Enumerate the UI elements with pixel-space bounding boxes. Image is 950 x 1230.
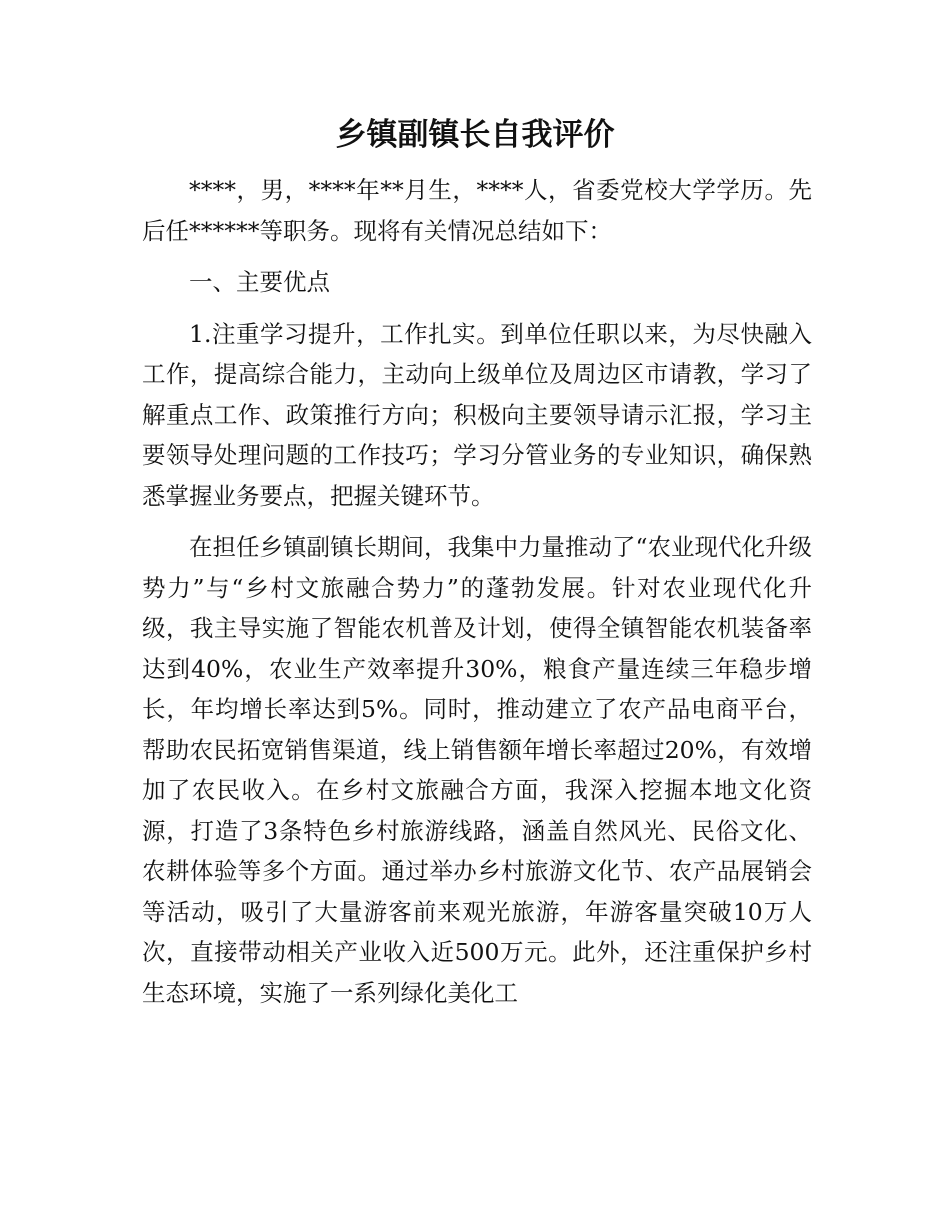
paragraph-achievements: 在担任乡镇副镇长期间，我集中力量推动了“农业现代化升级势力”与“乡村文旅融合势力”的蓬勃发展。针对农业现代化升级，我主导实施了智能农机普及计划，使得全镇智能农机装备率达到40%，农业生产效率提升30%，粮食产量连续三年稳步增长，年均增长率达到5%。同时，推动建立了农产品电商平台，帮助农民拓宽销售渠道，线上销售额年增长率超过20%，有效增加了农民收入。在乡村文旅融合方面，我深入挖掘本地文化资源，打造了3条特色乡村旅游线路，涵盖自然风光、民俗文化、农耕体验等多个方面。通过举办乡村旅游文化节、农产品展销会等活动，吸引了大量游客前来观光旅游，年游客量突破10万人次，直接带动相关产业收入近500万元。此外，还注重保护乡村生态环境，实施了一系列绿化美化工 bbox=[142, 533, 813, 1007]
paragraph-study: 1.注重学习提升，工作扎实。到单位任职以来，为尽快融入工作，提高综合能力，主动向上级单位及周边区市请教，学习了解重点工作、政策推行方向；积极向主要领导请示汇报，学习主要领导处理问题的工作技巧；学习分管业务的专业知识，确保熟悉掌握业务要点，把握关键环节。 bbox=[142, 319, 812, 510]
section-heading: 一、主要优点 bbox=[189, 268, 330, 296]
document-body bbox=[142, 170, 812, 1024]
paragraph-intro: ****，男，****年**月生，****人，省委党校大学学历。先后任******等职务。现将有关情况总结如下： bbox=[142, 176, 812, 245]
document-title: 乡镇副镇长自我评价 bbox=[335, 117, 615, 153]
